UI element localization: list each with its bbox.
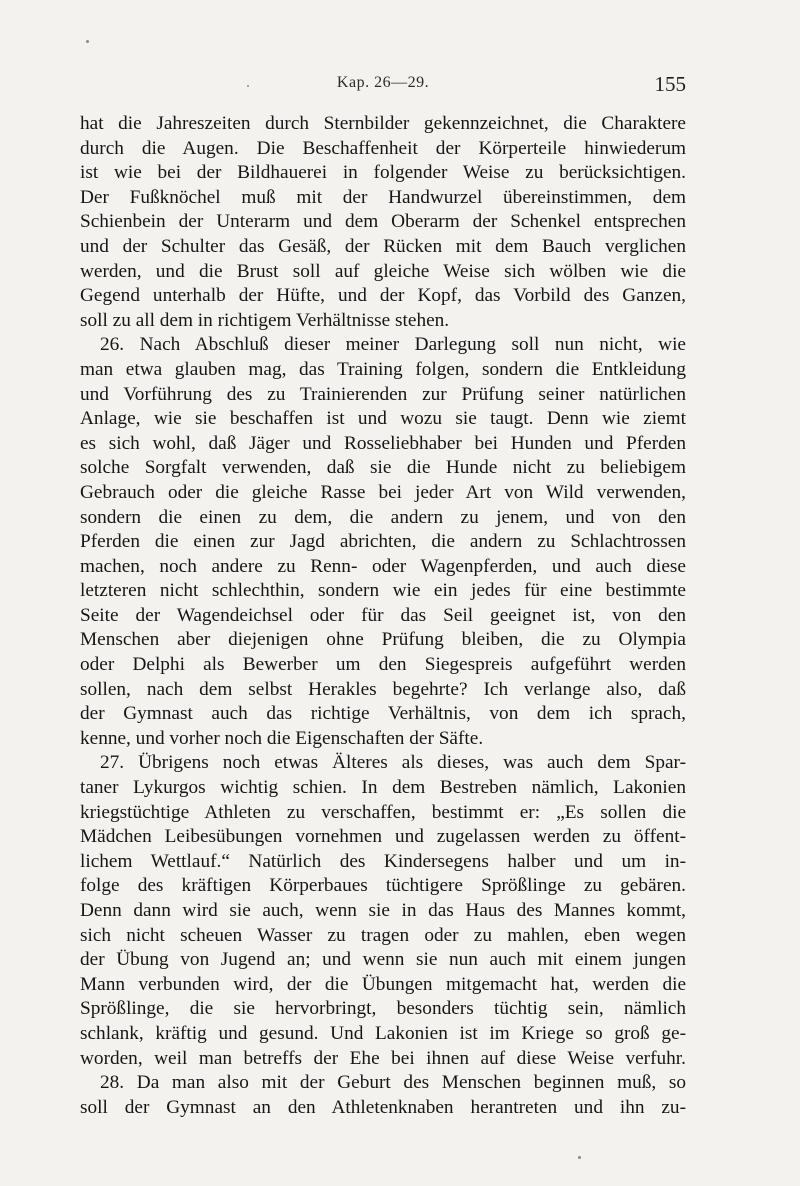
text-line: machen, noch andere zu Renn- oder Wagenpferden, und auch diese (80, 555, 686, 577)
text-line: 28. Da man also mit der Geburt des Menschen beginnen muß, so (100, 1072, 686, 1094)
text-line: soll der Gymnast an den Athletenknaben herantreten und ihn zu- (80, 1096, 686, 1118)
text-line: hat die Jahreszeiten durch Sternbilder gekennzeichnet, die Charaktere (80, 113, 686, 134)
text-line: Schienbein der Unterarm und dem Oberarm der Schenkel entsprechen (80, 211, 686, 233)
text-line: Sprößlinge, die sie hervorbringt, besonders tüchtig sein, nämlich (80, 998, 686, 1020)
text-line: worden, weil man betreffs der Ehe bei ihnen auf diese Weise verfuhr. (80, 1047, 686, 1069)
text-line: soll zu all dem in richtigem Verhältnisse stehen. (80, 309, 450, 331)
text-line: Menschen aber diejenigen ohne Prüfung bleiben, die zu Olympia (80, 629, 686, 651)
text-line: und Vorführung des zu Trainierenden zur Prüfung seiner natürlichen (80, 383, 686, 405)
text-line: folge des kräftigen Körperbaues tüchtigere Sprößlinge zu gebären. (80, 875, 686, 897)
text-line: 26. Nach Abschluß dieser meiner Darlegung soll nun nicht, wie (100, 334, 686, 356)
text-line: Gebrauch oder die gleiche Rasse bei jeder Art von Wild verwenden, (80, 481, 686, 503)
scan-speck (578, 1156, 581, 1159)
text-line: ist wie bei der Bildhauerei in folgender Weise zu berücksichtigen. (80, 162, 686, 184)
text-line: Mann verbunden wird, der die Übungen mitgemacht hat, werden die (80, 973, 686, 995)
page-number: 155 (654, 72, 686, 96)
text-line: kriegstüchtige Athleten zu verschaffen, bestimmt er: „Es sollen die (80, 801, 686, 823)
text-line: Denn dann wird sie auch, wenn sie in das Haus des Mannes kommt, (80, 900, 686, 921)
text-line: Gegend unterhalb der Hüfte, und der Kopf, das Vorbild des Ganzen, (80, 285, 686, 307)
running-header (80, 74, 686, 98)
text-line: Anlage, wie sie beschaffen ist und wozu sie taugt. Denn wie ziemt (80, 408, 686, 430)
text-line: lichem Wettlauf.“ Natürlich des Kindersegens halber und um in- (80, 850, 686, 872)
text-line: oder Delphi als Bewerber um den Siegespreis aufgeführt werden (80, 654, 686, 676)
text-line: Pferden die einen zur Jagd abrichten, die andern zu Schlachtrossen (80, 531, 686, 553)
text-line: werden, und die Brust soll auf gleiche Weise sich wölben wie die (80, 260, 686, 282)
text-line: taner Lykurgos wichtig schien. In dem Bestreben nämlich, Lakonien (80, 777, 686, 799)
text-line: 27. Übrigens noch etwas Älteres als dieses, was auch dem Spar- (100, 752, 686, 774)
text-line: es sich wohl, daß Jäger und Rosseliebhaber bei Hunden und Pferden (80, 432, 686, 454)
text-line: Seite der Wagendeichsel oder für das Seil geeignet ist, von den (80, 604, 686, 626)
text-line: durch die Augen. Die Beschaffenheit der Körperteile hinwiederum (80, 137, 686, 159)
scan-speck (247, 85, 249, 87)
text-line: man etwa glauben mag, das Training folgen, sondern die Entkleidung (80, 358, 686, 380)
text-line: schlank, kräftig und gesund. Und Lakonien ist im Kriege so groß ge- (80, 1022, 686, 1044)
text-line: der Gymnast auch das richtige Verhältnis, von dem ich sprach, (80, 703, 686, 725)
chapter-heading: Kap. 26—29. (336, 74, 430, 91)
text-line: letzteren nicht schlechthin, sondern wie ein jedes für eine bestimmte (80, 580, 686, 602)
text-line: Der Fußknöchel muß mit der Handwurzel übereinstimmen, dem (80, 186, 686, 208)
text-line: und der Schulter das Gesäß, der Rücken mit dem Bauch verglichen (80, 235, 686, 257)
text-line: sondern die einen zu dem, die andern zu jenem, und von den (80, 506, 686, 528)
text-line: kenne, und vorher noch die Eigenschaften der Säfte. (80, 727, 484, 749)
body-text (80, 112, 686, 1120)
text-line: sich nicht scheuen Wasser zu tragen oder zu mahlen, eben wegen (80, 924, 686, 946)
scan-speck (86, 40, 89, 43)
text-line: der Übung von Jugend an; und wenn sie nun auch mit einem jungen (80, 949, 686, 971)
text-line: solche Sorgfalt verwenden, daß sie die Hunde nicht zu beliebigem (80, 457, 686, 479)
text-line: Mädchen Leibesübungen vornehmen und zugelassen werden zu öffent- (80, 826, 686, 848)
text-line: sollen, nach dem selbst Herakles begehrte? Ich verlange also, daß (80, 678, 686, 700)
